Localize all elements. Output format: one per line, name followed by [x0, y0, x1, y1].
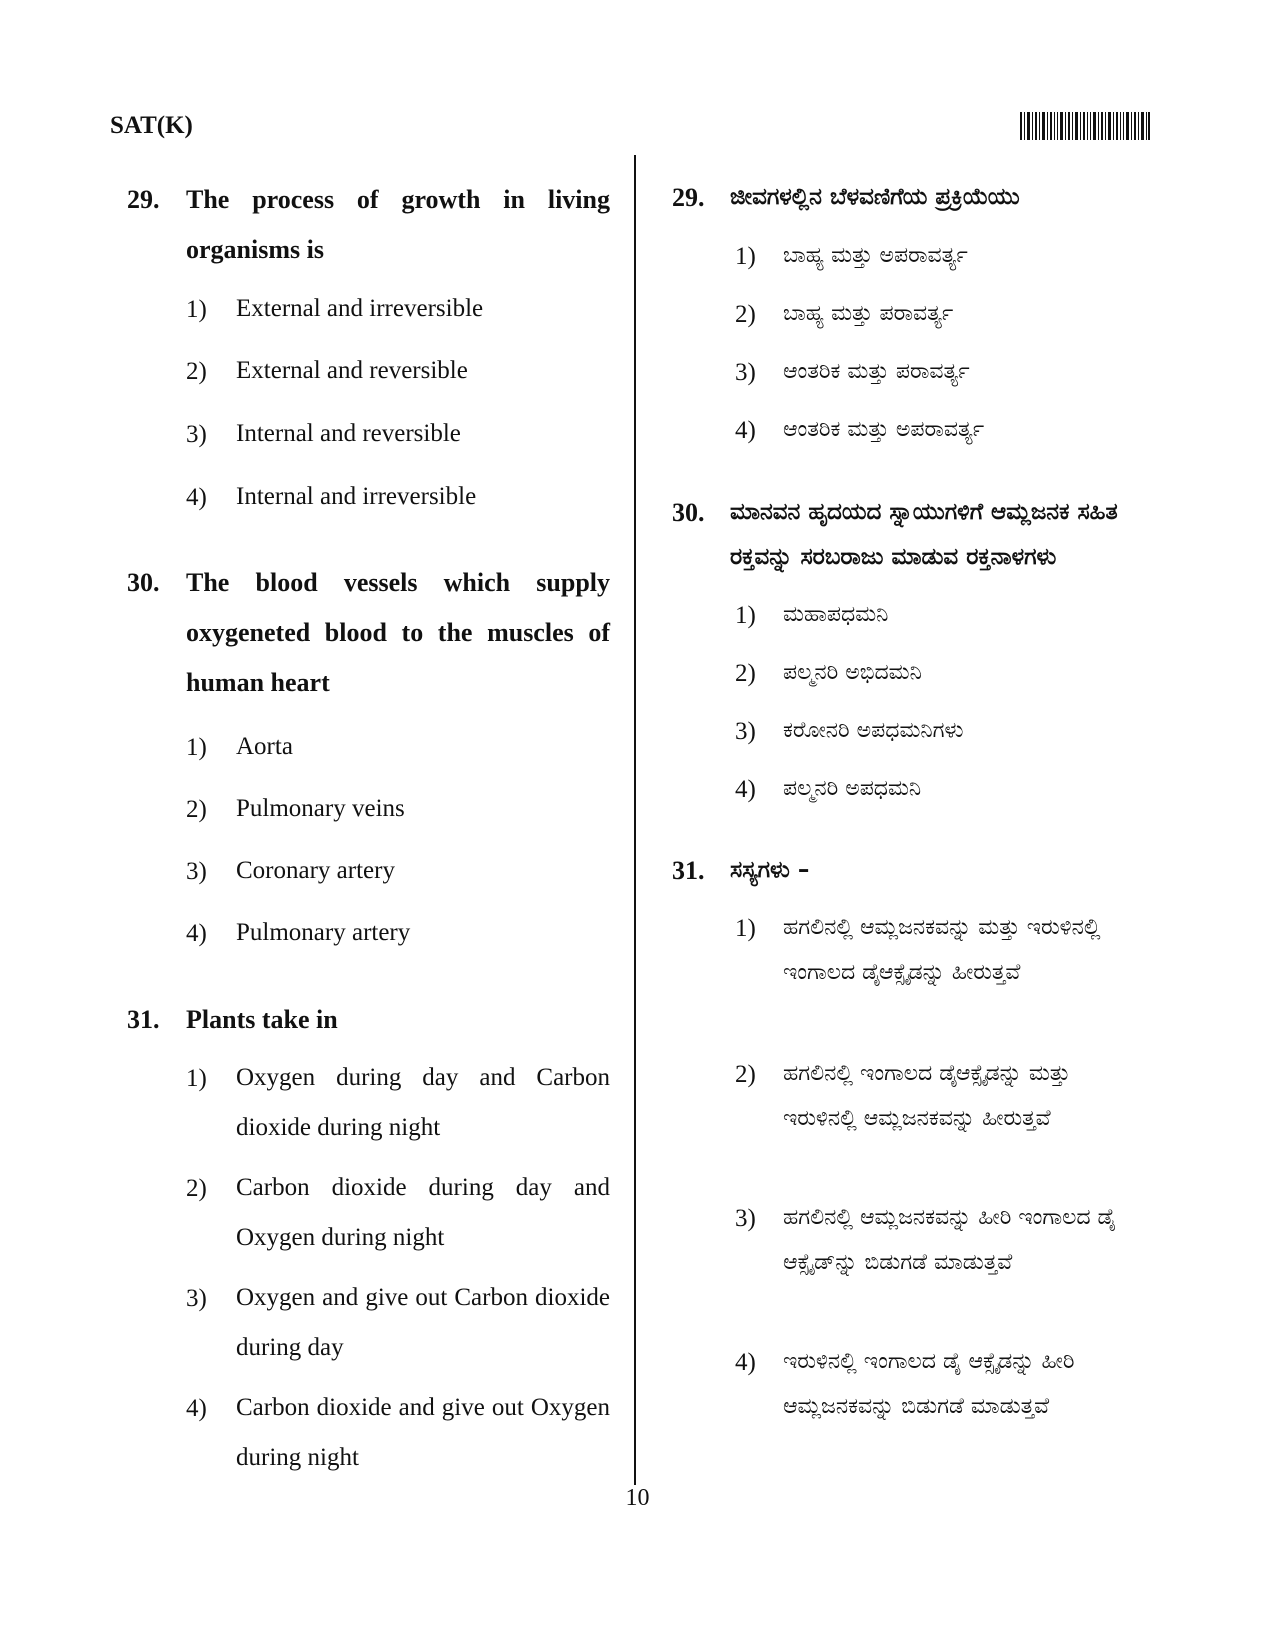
option-number: 1)	[735, 602, 756, 629]
option-number: 2)	[735, 1061, 756, 1088]
option-number: 2)	[735, 660, 756, 687]
question-31-number: 31.	[127, 1005, 160, 1034]
option-number: 1)	[186, 1065, 207, 1092]
option-number: 4)	[186, 484, 207, 511]
option-number: 3)	[735, 718, 756, 745]
option-number: 2)	[186, 796, 207, 823]
option-number: 4)	[735, 776, 756, 803]
option-number: 4)	[735, 1349, 756, 1376]
option-number: 1)	[186, 734, 207, 761]
option-text: Coronary artery	[236, 857, 395, 884]
question-31-text-kn: ಸಸ್ಯಗಳು –	[730, 857, 810, 883]
option-text: ಹಗಲಿನಲ್ಲಿ ಆಮ್ಲಜನಕವನ್ನು ಮತ್ತು ಇರುಳಿನಲ್ಲಿ ಇಂಗಾಲದ ಡೈಆಕ್ಸೈಡನ್ನು ಹೀರುತ್ತವೆ	[783, 915, 1101, 985]
exam-code: SAT(K)	[110, 112, 193, 139]
option-text: External and reversible	[236, 357, 468, 384]
option-number: 2)	[186, 1175, 207, 1202]
barcode	[1020, 112, 1150, 140]
option-text: Oxygen during day and Carbon dioxide during night	[236, 1064, 610, 1141]
option-text: ಆಂತರಿಕ ಮತ್ತು ಅಪರಾವರ್ತ್ಯ	[783, 417, 985, 442]
question-29-text-kn: ಜೀವಗಳಲ್ಲಿನ ಬೆಳವಣಿಗೆಯ ಪ್ರಕ್ರಿಯೆಯು	[730, 184, 1020, 210]
question-30-text: The blood vessels which supply oxygeneted blood to the muscles of human heart	[186, 568, 610, 697]
question-29-number: 29.	[127, 185, 160, 214]
option-text: ಇರುಳಿನಲ್ಲಿ ಇಂಗಾಲದ ಡೈ ಆಕ್ಸೈಡನ್ನು ಹೀರಿ ಆಮ್ಲಜನಕವನ್ನು ಬಿಡುಗಡೆ ಮಾಡುತ್ತವೆ	[783, 1349, 1075, 1419]
option-number: 3)	[186, 858, 207, 885]
option-number: 2)	[735, 301, 756, 328]
option-number: 1)	[735, 915, 756, 942]
option-text: Aorta	[236, 733, 293, 760]
option-text: Internal and reversible	[236, 420, 461, 447]
option-text: ಮಹಾಪಧಮನಿ	[783, 602, 889, 627]
page-number: 10	[625, 1485, 650, 1511]
question-30-number-kn: 30.	[672, 498, 705, 527]
option-number: 1)	[186, 296, 207, 323]
question-30-number: 30.	[127, 568, 160, 597]
option-text: ಪಲ್ಮನರಿ ಅಭಿದಮನಿ	[783, 660, 922, 685]
option-number: 3)	[735, 1205, 756, 1232]
option-number: 1)	[735, 243, 756, 270]
option-number: 3)	[186, 421, 207, 448]
option-text: ಹಗಲಿನಲ್ಲಿ ಆಮ್ಲಜನಕವನ್ನು ಹೀರಿ ಇಂಗಾಲದ ಡೈ ಆಕ್ಸೈಡ್‌ನ್ನು ಬಿಡುಗಡೆ ಮಾಡುತ್ತವೆ	[783, 1205, 1117, 1275]
question-30-text-kn: ಮಾನವನ ಹೃದಯದ ಸ್ನಾಯುಗಳಿಗೆ ಆಮ್ಲಜನಕ ಸಹಿತ ರಕ್ತವನ್ನು ಸರಬರಾಜು ಮಾಡುವ ರಕ್ತನಾಳಗಳು	[730, 499, 1118, 570]
option-number: 3)	[735, 359, 756, 386]
option-text: Carbon dioxide and give out Oxygen during night	[236, 1394, 610, 1471]
option-text: Oxygen and give out Carbon dioxide during day	[236, 1284, 610, 1361]
question-29-number-kn: 29.	[672, 183, 705, 212]
option-number: 4)	[735, 417, 756, 444]
option-text: ಪಲ್ಮನರಿ ಅಪಧಮನಿ	[783, 776, 922, 801]
option-text: ಹಗಲಿನಲ್ಲಿ ಇಂಗಾಲದ ಡೈಆಕ್ಸೈಡನ್ನು ಮತ್ತು ಇರುಳಿನಲ್ಲಿ ಆಮ್ಲಜನಕವನ್ನು ಹೀರುತ್ತವೆ	[783, 1061, 1071, 1131]
column-divider	[634, 155, 636, 1485]
option-text: Pulmonary artery	[236, 919, 411, 946]
option-number: 3)	[186, 1285, 207, 1312]
question-31-number-kn: 31.	[672, 856, 705, 885]
question-29-text: The process of growth in living organisms is	[186, 185, 610, 264]
option-text: ಆಂತರಿಕ ಮತ್ತು ಪರಾವರ್ತ್ಯ	[783, 359, 970, 384]
option-text: Pulmonary veins	[236, 795, 405, 822]
option-text: ಬಾಹ್ಯ ಮತ್ತು ಅಪರಾವರ್ತ್ಯ	[783, 243, 968, 268]
option-number: 4)	[186, 1395, 207, 1422]
option-text: External and irreversible	[236, 295, 484, 322]
question-31-text: Plants take in	[186, 1005, 338, 1034]
option-number: 2)	[186, 358, 207, 385]
option-text: ಬಾಹ್ಯ ಮತ್ತು ಪರಾವರ್ತ್ಯ	[783, 301, 954, 326]
option-text: Internal and irreversible	[236, 483, 477, 510]
option-text: Carbon dioxide during day and Oxygen during night	[236, 1174, 610, 1251]
option-text: ಕರೋನರಿ ಅಪಧಮನಿಗಳು	[783, 718, 964, 743]
option-number: 4)	[186, 920, 207, 947]
